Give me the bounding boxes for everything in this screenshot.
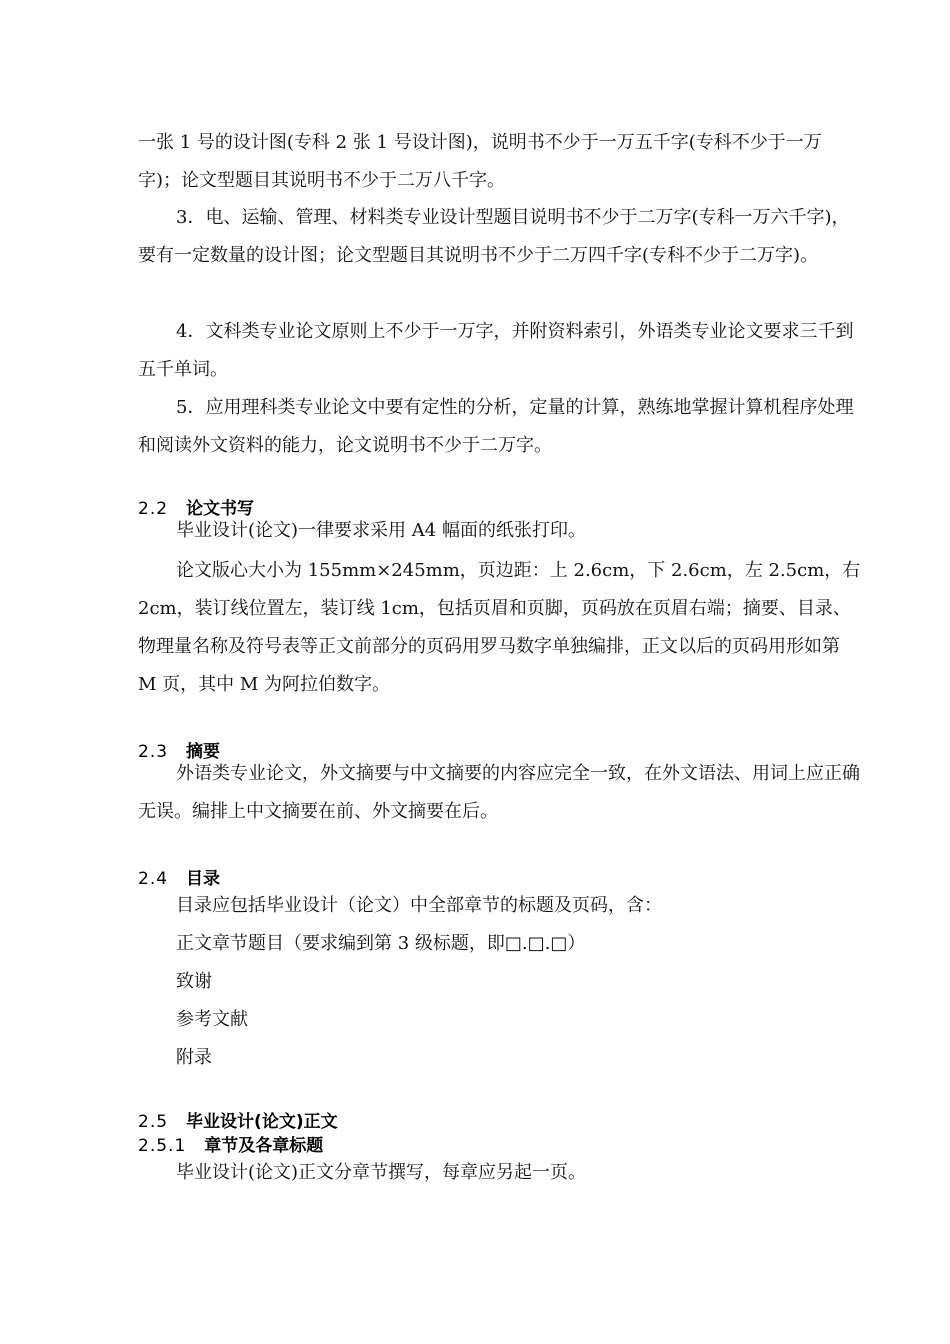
toc-entry: 参考文献 xyxy=(176,1009,248,1030)
toc-entry: 正文章节题目（要求编到第 3 级标题，即□.□.□） xyxy=(176,933,586,954)
subsection-heading-2-5-1 xyxy=(138,1131,323,1156)
section-2-4-paragraph-1: 目录应包括毕业设计（论文）中全部章节的标题及页码，含： xyxy=(176,895,662,916)
list-item-4: 4．文科类专业论文原则上不少于一万字，并附资料索引，外语类专业论文要求三千到五千单词。 xyxy=(138,321,854,380)
intro-line-2: 字)；论文型题目其说明书不少于二万八千字。 xyxy=(138,170,506,191)
section-2-2-paragraph-2: 论文版心大小为 155mm×245mm，页边距：上 2.6cm，下 2.6cm，左 2.5cm，右 2cm，装订线位置左，装订线 1cm，包括页眉和页脚，页码放在页眉右端；摘要、目录、物理量名称及符号表等正文前部分的页码用罗马数字单独编排，正文以后的页码用形如第 M 页，其中 M 为阿拉伯数字。 xyxy=(138,560,861,695)
section-number: 2.3 xyxy=(138,742,169,762)
toc-entry: 附录 xyxy=(176,1047,212,1068)
section-2-3-paragraph-1: 外语类专业论文，外文摘要与中文摘要的内容应完全一致，在外文语法、用词上应正确无误。编排上中文摘要在前、外文摘要在后。 xyxy=(138,763,860,822)
section-number: 2.2 xyxy=(138,499,169,519)
subsection-title: 章节及各章标题 xyxy=(204,1136,324,1156)
section-number: 2.5 xyxy=(138,1112,169,1132)
section-title: 毕业设计(论文)正文 xyxy=(186,1112,338,1132)
section-title: 目录 xyxy=(186,869,221,889)
subsection-number: 2.5.1 xyxy=(138,1136,187,1156)
section-title: 摘要 xyxy=(186,742,221,762)
intro-line-1: 一张 1 号的设计图(专科 2 张 1 号设计图)，说明书不少于一万五千字(专科不少于一万 xyxy=(138,132,822,153)
list-item-5: 5．应用理科类专业论文中要有定性的分析，定量的计算，熟练地掌握计算机程序处理和阅读外文资料的能力，论文说明书不少于二万字。 xyxy=(138,397,854,456)
list-item-3: 3．电、运输、管理、材料类专业设计型题目说明书不少于二万字(专科一万六千字)，要有一定数量的设计图；论文型题目其说明书不少于二万四千字(专科不少于二万字)。 xyxy=(138,207,850,266)
section-title: 论文书写 xyxy=(186,499,255,519)
section-heading-2-5 xyxy=(138,1107,338,1132)
toc-entry: 致谢 xyxy=(176,971,212,992)
section-number: 2.4 xyxy=(138,869,169,889)
section-2-5-paragraph-1: 毕业设计(论文)正文分章节撰写，每章应另起一页。 xyxy=(176,1162,587,1183)
section-heading-2-4 xyxy=(138,864,220,889)
section-2-2-paragraph-1: 毕业设计(论文)一律要求采用 A4 幅面的纸张打印。 xyxy=(176,520,586,541)
